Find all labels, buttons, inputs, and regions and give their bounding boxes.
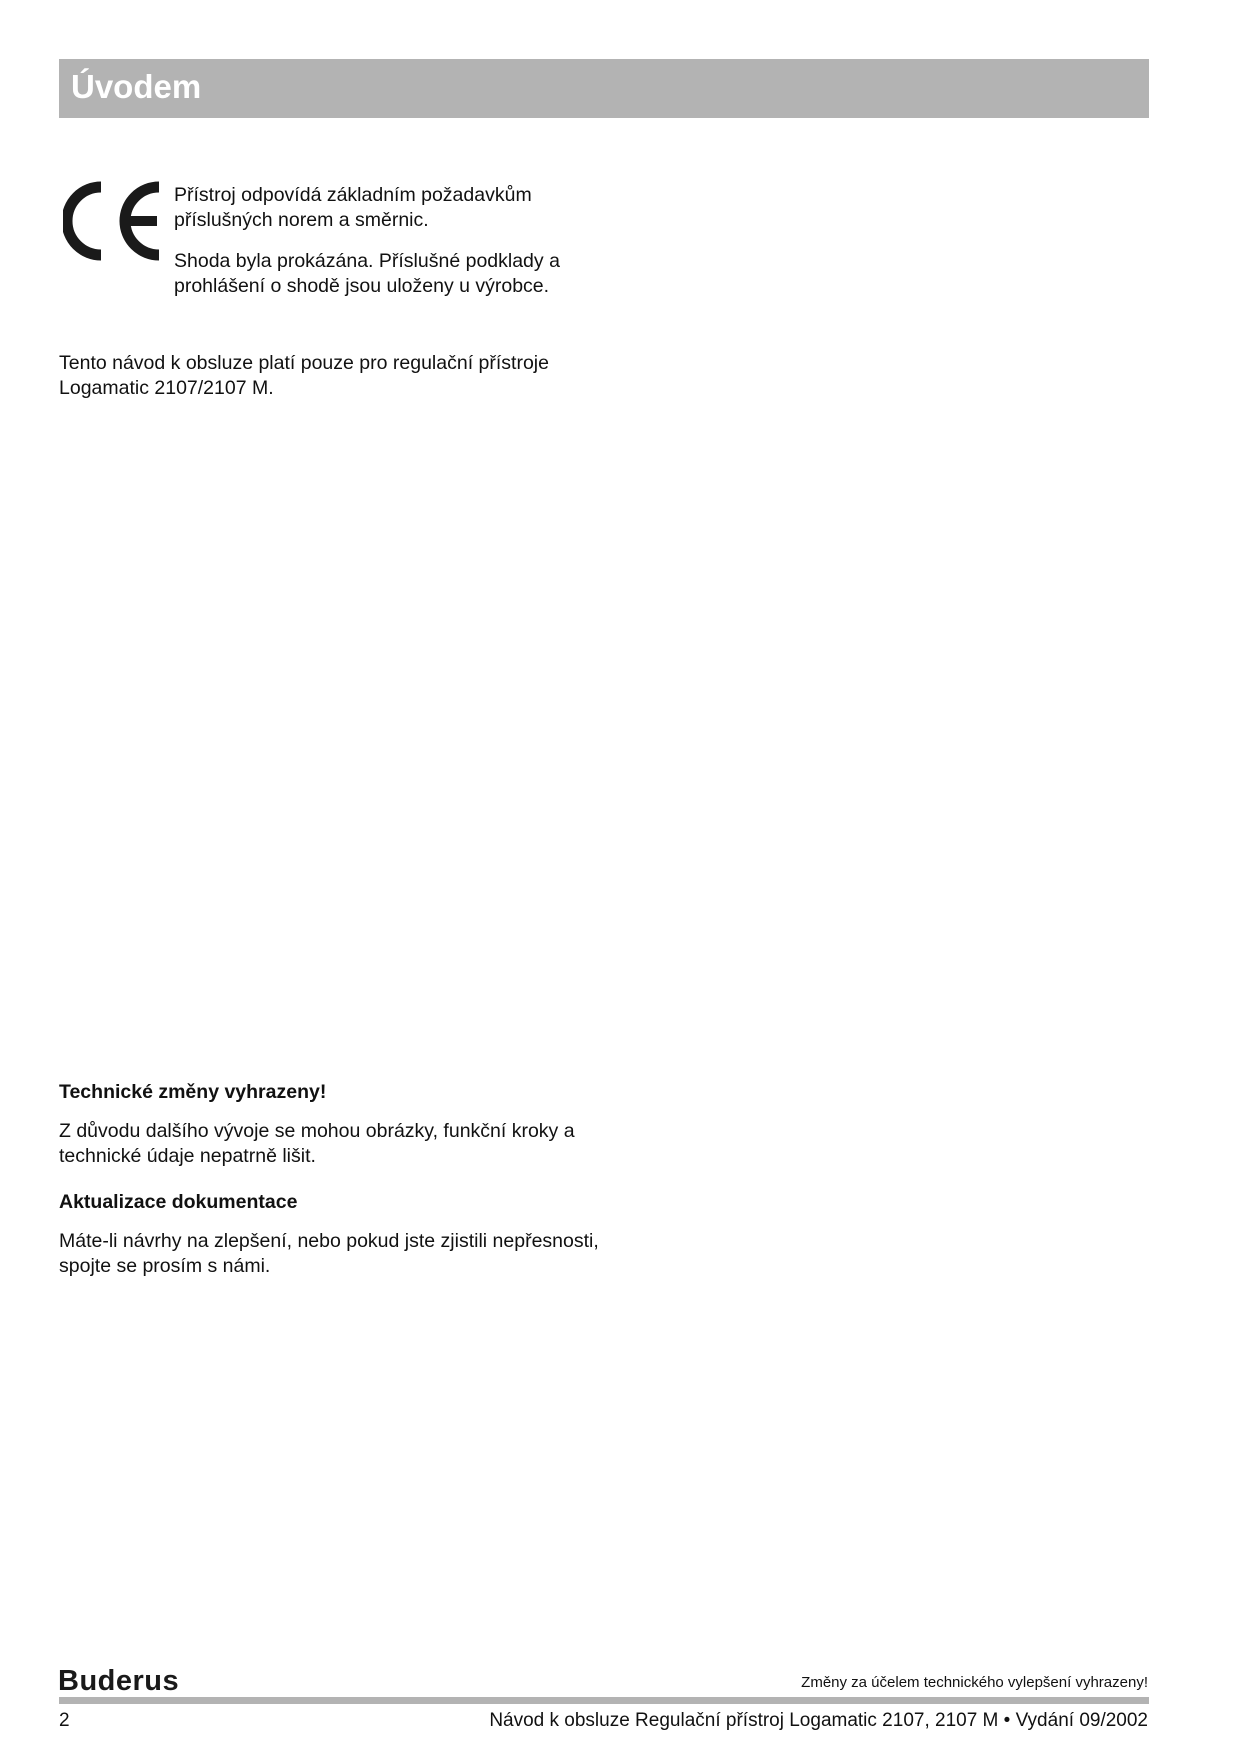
- conformity-paragraph: Přístroj odpovídá základním požadavkům příslušných norem a směrnic.: [174, 184, 532, 231]
- buderus-logo: Buderus: [58, 1665, 180, 1697]
- documentation-update-text: Máte-li návrhy na zlepšení, nebo pokud jste zjistili nepřesnosti, spojte se prosím s námi.: [59, 1230, 599, 1277]
- technical-changes-heading: Technické změny vyhrazeny!: [59, 1081, 327, 1103]
- manual-scope-text: Tento návod k obsluze platí pouze pro regulační přístroje Logamatic 2107/2107 M.: [59, 352, 549, 399]
- section-header-bar: [59, 59, 1149, 118]
- notice-section: [59, 1080, 599, 1300]
- documentation-update-heading: Aktualizace dokumentace: [59, 1191, 298, 1213]
- ce-mark-icon: [63, 181, 165, 261]
- footer-document-title: Návod k obsluze Regulační přístroj Logamatic 2107, 2107 M • Vydání 09/2002: [489, 1710, 1148, 1731]
- page-title: Úvodem: [71, 68, 202, 105]
- footer-note: Změny za účelem technického vylepšení vyhrazeny!: [801, 1674, 1148, 1691]
- technical-changes-text: Z důvodu dalšího vývoje se mohou obrázky, funkční kroky a technické údaje nepatrně lišit.: [59, 1120, 575, 1167]
- page-number: 2: [59, 1710, 70, 1731]
- conformity-statement: [174, 183, 594, 315]
- footer-divider: [59, 1697, 1149, 1704]
- conformity-evidence-paragraph: Shoda byla prokázána. Příslušné podklady a prohlášení o shodě jsou uloženy u výrobce.: [174, 250, 560, 297]
